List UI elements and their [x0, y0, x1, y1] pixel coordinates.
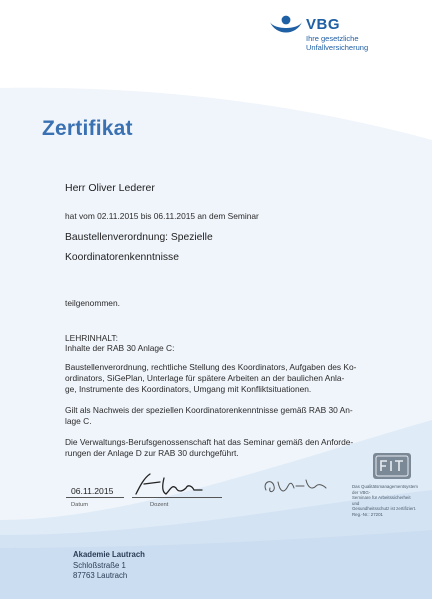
participated-text: teilgenommen. — [65, 298, 120, 308]
academy-street: Schloßstraße 1 — [73, 560, 126, 570]
recipient-name: Herr Oliver Lederer — [65, 182, 155, 194]
vbg-logo-icon — [268, 14, 304, 40]
logo-tagline-2: Unfallversicherung — [306, 43, 369, 52]
content-subheading: Inhalte der RAB 30 Anlage C: — [65, 343, 175, 353]
declaration-line-2: rungen der Anlage D zur RAB 30 durchgeführt. — [65, 448, 239, 458]
logo-brand: VBG — [306, 16, 341, 33]
vbg-logo — [268, 10, 418, 60]
content-line-2: ordinators, SiGePlan, Unterlage für spätere Arbeiten an der baulichen Anla- — [65, 373, 345, 383]
certification-note-1: Das Qualitätsmanagementsystem der VBG- — [352, 484, 418, 495]
lecturer-signature-icon — [130, 470, 210, 498]
date-label: Datum — [71, 502, 89, 508]
course-title-line-1: Baustellenverordnung: Spezielle — [65, 232, 213, 243]
certification-stamp-icon — [372, 452, 412, 480]
signature-date-value: 06.11.2015 — [71, 486, 114, 496]
proof-line-2: lage C. — [65, 416, 92, 426]
academy-address — [73, 550, 145, 582]
certification-note-3: Gesundheitsschutz ist zertifiziert. — [352, 506, 417, 512]
certification-note — [352, 484, 418, 518]
course-title-line-2: Koordinatorenkenntnisse — [65, 252, 179, 263]
logo-tagline — [306, 34, 386, 52]
proof-line-1: Gilt als Nachweis der speziellen Koordinatorenkenntnisse gemäß RAB 30 An- — [65, 405, 353, 415]
lecturer-signature-line — [132, 497, 222, 498]
content-line-3: ge, Instrumente des Koordinators, Umgang mit Konfliktsituationen. — [65, 384, 312, 394]
date-range-line: hat vom 02.11.2015 bis 06.11.2015 an dem Seminar — [65, 211, 259, 221]
second-signature-icon — [258, 472, 338, 498]
certificate-title: Zertifikat — [42, 117, 133, 140]
declaration-line-1: Die Verwaltungs-Berufsgenossenschaft hat das Seminar gemäß den Anforde- — [65, 437, 354, 447]
logo-tagline-1: Ihre gesetzliche — [306, 34, 359, 43]
lecturer-label: Dozent — [150, 502, 169, 508]
certification-note-4: Reg.-Nr.: 27201 — [352, 511, 383, 517]
academy-name: Akademie Lautrach — [73, 550, 145, 559]
certification-note-2: Seminare für Arbeitssicherheit und — [352, 495, 411, 506]
content-heading: LEHRINHALT: — [65, 333, 118, 343]
date-signature-line — [66, 497, 124, 498]
academy-city: 87763 Lautrach — [73, 571, 128, 580]
content-line-1: Baustellenverordnung, rechtliche Stellung des Koordinators, Aufgaben des Ko- — [65, 362, 357, 372]
